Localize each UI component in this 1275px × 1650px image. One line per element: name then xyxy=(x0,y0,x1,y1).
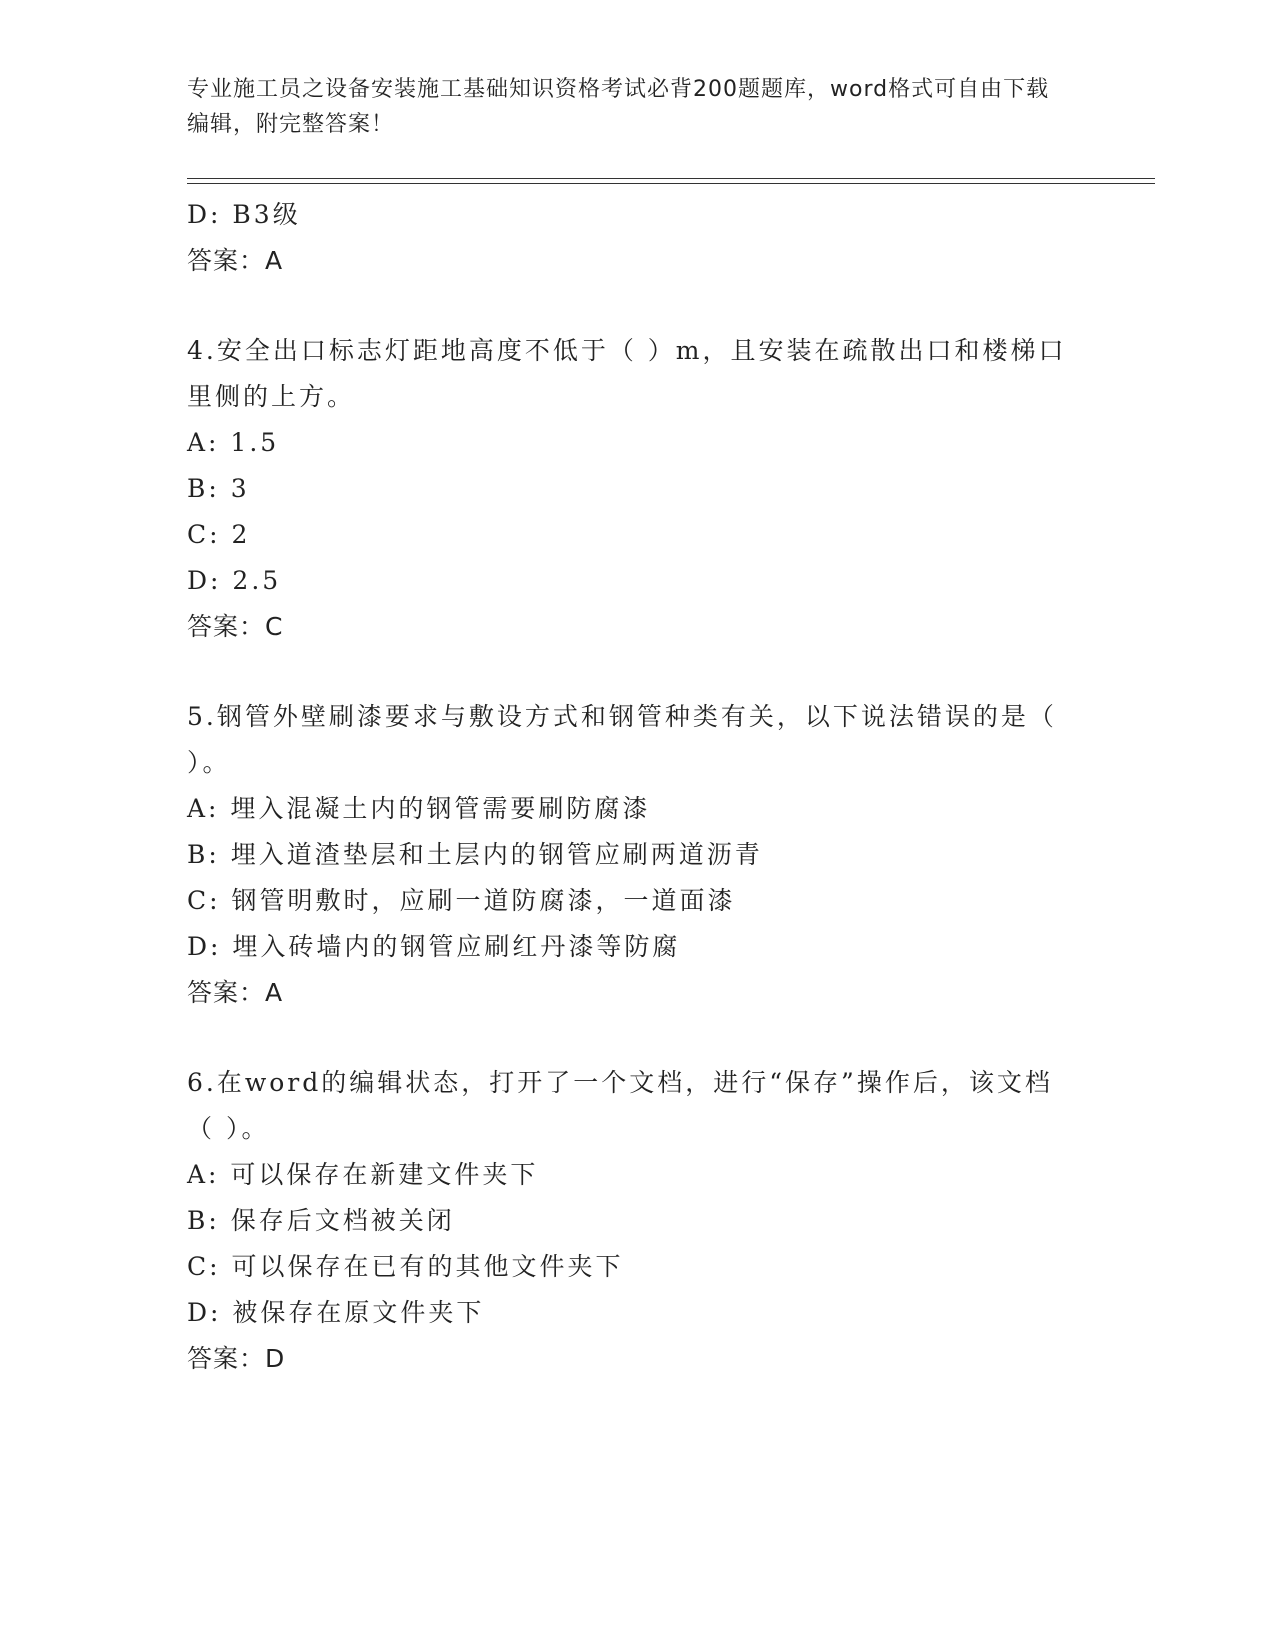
question-text: 6.在word的编辑状态，打开了一个文档，进行“保存”操作后，该文档（ ）。 xyxy=(187,1068,1053,1143)
option-b: B: 3 xyxy=(187,474,250,503)
answer-line: 答案：D xyxy=(187,1344,286,1373)
option-c: C: 可以保存在已有的其他文件夹下 xyxy=(187,1252,624,1281)
option-d: D: 2.5 xyxy=(187,566,282,595)
option-c: C: 钢管明敷时，应刷一道防腐漆，一道面漆 xyxy=(187,886,736,915)
answer-line: 答案：A xyxy=(187,978,284,1007)
question-block xyxy=(187,192,1087,284)
option-d: D: 埋入砖墙内的钢管应刷红丹漆等防腐 xyxy=(187,932,681,961)
spacer xyxy=(187,1016,1087,1060)
answer-line: 答案：C xyxy=(187,612,284,641)
question-list xyxy=(187,192,1087,1382)
question-text: 5.钢管外壁刷漆要求与敷设方式和钢管种类有关，以下说法错误的是（ ）。 xyxy=(187,702,1057,777)
question-text: 4.安全出口标志灯距地高度不低于（ ）m，且安装在疏散出口和楼梯口里侧的上方。 xyxy=(187,336,1067,411)
question-block xyxy=(187,694,1087,1016)
option-d: D: B3级 xyxy=(187,200,301,229)
question-block xyxy=(187,1060,1087,1382)
document-header: 专业施工员之设备安装施工基础知识资格考试必背200题题库，word格式可自由下载编辑，附完整答案！ xyxy=(187,77,1050,137)
option-a: A: 1.5 xyxy=(187,428,280,457)
option-a: A: 可以保存在新建文件夹下 xyxy=(187,1160,539,1189)
answer-line: 答案：A xyxy=(187,246,284,275)
spacer xyxy=(187,650,1087,694)
option-c: C: 2 xyxy=(187,520,251,549)
option-d: D: 被保存在原文件夹下 xyxy=(187,1298,485,1327)
spacer xyxy=(187,284,1087,328)
option-a: A: 埋入混凝土内的钢管需要刷防腐漆 xyxy=(187,794,651,823)
option-b: B: 保存后文档被关闭 xyxy=(187,1206,455,1235)
option-b: B: 埋入道渣垫层和土层内的钢管应刷两道沥青 xyxy=(187,840,763,869)
question-block xyxy=(187,328,1087,650)
header-divider xyxy=(187,178,1155,184)
